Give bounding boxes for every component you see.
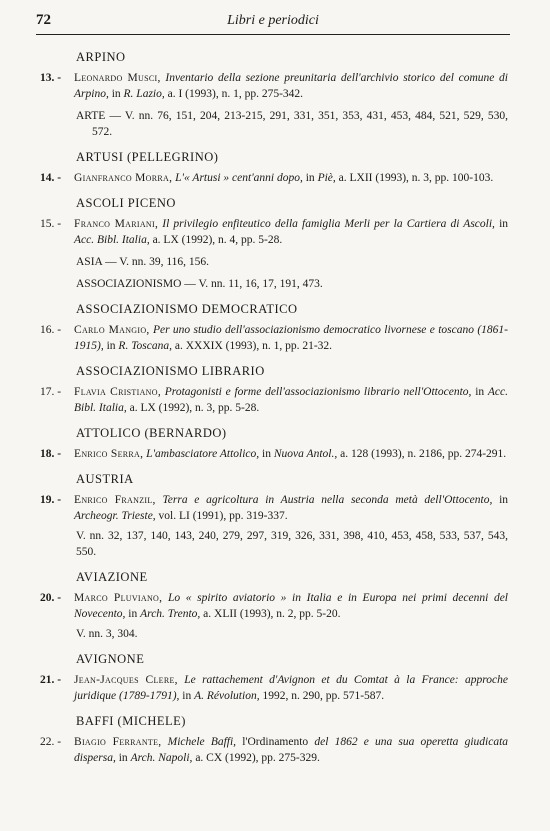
bibliography-list <box>40 50 510 772</box>
entry-title: Le rattachement d'Avignon et du Comtat à la France: approche juridique (1789-1791), <box>74 674 509 702</box>
bibliography-entry <box>40 672 510 704</box>
entry-details: a. XLII (1993), n. 2, pp. 5-20. <box>203 608 341 620</box>
bibliography-entry <box>40 446 510 462</box>
entry-journal: R. Toscana, <box>118 340 172 352</box>
entry-number: 19. - <box>40 494 62 506</box>
entry-details: a. CX (1992), pp. 275-329. <box>195 752 320 764</box>
entry-in: in <box>305 172 315 184</box>
entry-title: Lo « spirito aviatorio » in Italia e in Europa nei primi decenni del Novecento, <box>74 592 508 620</box>
entry-author: Carlo Mangio, <box>74 324 150 336</box>
entry-details: vol. LI (1991), pp. 319-337. <box>158 510 288 522</box>
subject-heading: AVIAZIONE <box>76 570 148 584</box>
bibliography-entry <box>40 322 510 354</box>
entry-details: a. 128 (1993), n. 2186, pp. 274-291. <box>340 448 507 460</box>
entry-title: L'ambasciatore Attolico, <box>146 448 260 460</box>
entry-author: Jean-Jacques Clere, <box>74 674 178 686</box>
bibliography-entry <box>40 492 510 524</box>
entry-details: a. LX (1992), n. 3, pp. 5-28. <box>129 402 260 414</box>
entry-title-cont: del 1862 e una sua operetta giudicata dispersa, <box>74 736 509 764</box>
entry-number: 20. - <box>40 592 62 604</box>
cross-reference: V. nn. 32, 137, 140, 143, 240, 279, 297, 319, 326, 331, 398, 410, 453, 458, 533, 537, 543, 550. <box>76 530 508 558</box>
subject-heading: AVIGNONE <box>76 652 145 666</box>
entry-title: Il privilegio enfiteutico della famiglia Merli per la Cartiera di Ascoli, <box>162 218 495 230</box>
entry-in: in <box>128 608 138 620</box>
entry-journal: Archeogr. Trieste, <box>74 510 156 522</box>
entry-in: in <box>111 88 121 100</box>
entry-in: in <box>499 494 509 506</box>
cross-reference: V. nn. 3, 304. <box>76 628 138 640</box>
entry-in: in <box>499 218 509 230</box>
entry-number: 14. - <box>40 172 62 184</box>
subject-heading: ASSOCIAZIONISMO LIBRARIO <box>76 364 265 378</box>
entry-number: 21. - <box>40 674 62 686</box>
entry-number: 15. - <box>40 218 62 230</box>
cross-reference: ASIA — V. nn. 39, 116, 156. <box>76 256 210 268</box>
subject-heading: ARTUSI (PELLEGRINO) <box>76 150 219 164</box>
entry-details: a. LX (1992), n. 4, pp. 5-28. <box>152 234 283 246</box>
bibliography-entry <box>40 734 510 766</box>
entry-number: 13. - <box>40 72 62 84</box>
entry-author: Enrico Franzil, <box>74 494 156 506</box>
subject-heading: ASCOLI PICENO <box>76 196 176 210</box>
entry-title: Inventario della sezione preunitaria dell'archivio storico del comune di Arpino, <box>74 72 508 100</box>
entry-in: in <box>118 752 128 764</box>
entry-title: Michele Baffi, <box>167 736 237 748</box>
subject-heading: ATTOLICO (BERNARDO) <box>76 426 227 440</box>
entry-journal: A. Révolution, <box>194 690 260 702</box>
entry-title: Protagonisti e forme dell'associazionismo librario nell'Ottocento, <box>164 386 472 398</box>
bibliography-entry <box>40 70 510 102</box>
entry-number: 22. - <box>40 736 62 748</box>
entry-details: a. I (1993), n. 1, pp. 275-342. <box>167 88 304 100</box>
entry-author: Franco Mariani, <box>74 218 159 230</box>
entry-journal: Arch. Napoli, <box>130 752 193 764</box>
entry-in: in <box>182 690 192 702</box>
entry-journal: R. Lazio, <box>123 88 165 100</box>
bibliography-entry <box>40 384 510 416</box>
entry-details: a. XXXIX (1993), n. 1, pp. 21-32. <box>174 340 333 352</box>
entry-author: Biagio Ferrante, <box>74 736 162 748</box>
subject-heading: ARPINO <box>76 50 126 64</box>
page-number: 72 <box>36 12 51 28</box>
subject-heading: AUSTRIA <box>76 472 134 486</box>
entry-author: Leonardo Musci, <box>74 72 161 84</box>
page-header <box>36 10 510 35</box>
entry-title: Per uno studio dell'associazionismo democratico livornese e toscano (1861-1915), <box>74 324 508 352</box>
entry-journal: Acc. Bibl. Italia, <box>74 386 509 414</box>
entry-details: 1992, n. 290, pp. 571-587. <box>262 690 385 702</box>
entry-journal: Nuova Antol., <box>273 448 338 460</box>
entry-author: Gianfranco Morra, <box>74 172 173 184</box>
entry-title-roman: l'Ordinamento <box>242 736 309 748</box>
running-title: Libri e periodici <box>227 13 319 28</box>
entry-details: a. LXII (1993), n. 3, pp. 100-103. <box>338 172 494 184</box>
subject-heading: ASSOCIAZIONISMO DEMOCRATICO <box>76 302 298 316</box>
bibliography-entry <box>40 170 510 186</box>
entry-title: L'« Artusi » cent'anni dopo, <box>175 172 303 184</box>
entry-journal: Arch. Trento, <box>140 608 201 620</box>
entry-in: in <box>262 448 271 460</box>
entry-in: in <box>475 386 485 398</box>
entry-author: Marco Pluviano, <box>74 592 163 604</box>
entry-journal: Acc. Bibl. Italia, <box>74 234 150 246</box>
cross-reference: ARTE — V. nn. 76, 151, 204, 213-215, 291, 331, 351, 353, 431, 453, 484, 521, 529, 530, 572. <box>76 110 508 138</box>
entry-author: Enrico Serra, <box>74 448 144 460</box>
entry-number: 16. - <box>40 324 62 336</box>
entry-journal: Piè, <box>317 172 336 184</box>
bibliography-entry <box>40 216 510 248</box>
entry-title: Terra e agricoltura in Austria nella seconda metà dell'Ottocento, <box>162 494 493 506</box>
cross-reference: ASSOCIAZIONISMO — V. nn. 11, 16, 17, 191, 473. <box>76 278 323 290</box>
entry-number: 18. - <box>40 448 62 460</box>
entry-number: 17. - <box>40 386 62 398</box>
entry-in: in <box>106 340 116 352</box>
subject-heading: BAFFI (MICHELE) <box>76 714 186 728</box>
bibliography-entry <box>40 590 510 622</box>
entry-author: Flavia Cristiano, <box>74 386 161 398</box>
